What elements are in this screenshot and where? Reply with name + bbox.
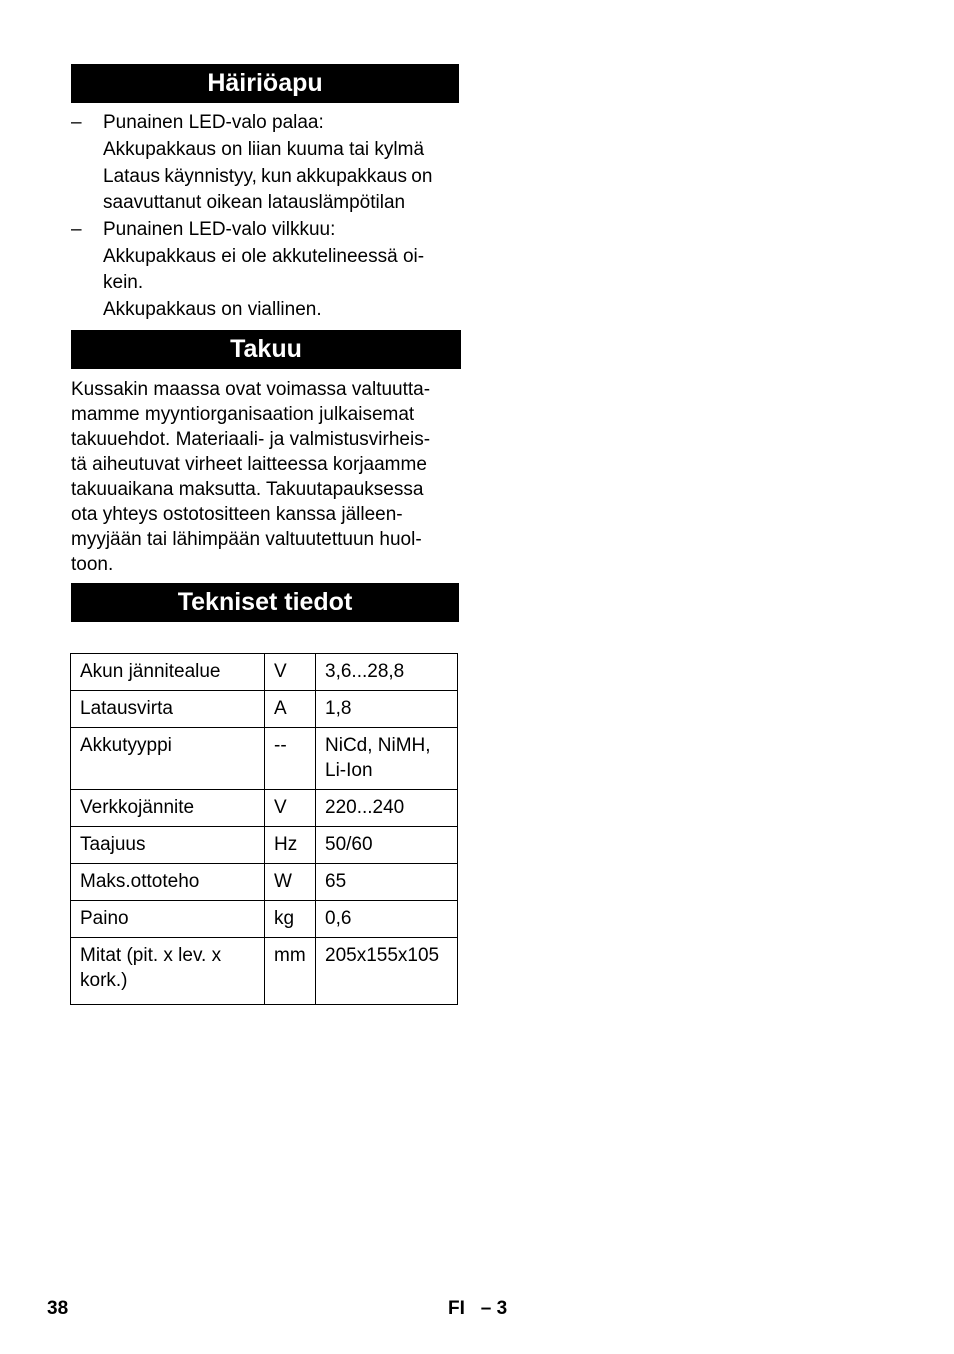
section-heading-warranty: Takuu [71, 330, 461, 369]
spec-label: Verkkojännite [71, 790, 265, 827]
list-dash: – [71, 219, 82, 240]
language-page-indicator: FI – 3 [448, 1298, 508, 1319]
spec-value: NiCd, NiMH, Li-Ion [316, 728, 458, 790]
warranty-line: tä aiheutuvat virheet laitteessa korjaamme [71, 454, 427, 475]
spec-value: 205x155x105 [316, 938, 458, 1005]
warranty-line: toon. [71, 554, 114, 575]
table-row [71, 691, 458, 728]
table-row [71, 728, 458, 790]
list-item-title: Punainen LED-valo vilkkuu: [103, 219, 336, 240]
list-item-text: Akkupakkaus on liian kuuma tai kylmä [103, 139, 425, 160]
list-dash: – [71, 112, 82, 133]
spec-unit: V [265, 654, 316, 691]
technical-data-table [70, 653, 458, 1005]
spec-unit: -- [265, 728, 316, 790]
spec-value: 65 [316, 864, 458, 901]
list-item-text: Lataus käynnistyy, kun akkupakkaus on [103, 166, 433, 187]
spec-unit: mm [265, 938, 316, 1005]
spec-unit: A [265, 691, 316, 728]
spec-unit: W [265, 864, 316, 901]
table-row [71, 901, 458, 938]
spec-label: Maks.ottoteho [71, 864, 265, 901]
warranty-line: takuuaikana maksutta. Takuutapauksessa [71, 479, 424, 500]
list-item [71, 217, 461, 322]
spec-value: 3,6...28,8 [316, 654, 458, 691]
table-row [71, 938, 458, 1005]
spec-value: 220...240 [316, 790, 458, 827]
warranty-line: Kussakin maassa ovat voimassa valtuutta- [71, 379, 431, 400]
list-item-text: kein. [103, 271, 144, 293]
list-item [71, 110, 461, 215]
warranty-line: takuuehdot. Materiaali- ja valmistusvirheis- [71, 429, 431, 450]
warranty-text [71, 377, 463, 577]
table-row [71, 654, 458, 691]
spec-value: 1,8 [316, 691, 458, 728]
warranty-line: myyjään tai lähimpään valtuutettuun huol- [71, 529, 422, 550]
warranty-line: mamme myyntiorganisaation julkaisemat [71, 404, 415, 425]
troubleshooting-list [71, 110, 461, 322]
table-row [71, 864, 458, 901]
page-number: 38 [47, 1298, 69, 1319]
spec-label: Akun jännitealue [71, 654, 265, 691]
section-heading-technical-data: Tekniset tiedot [71, 583, 459, 622]
spec-label: Taajuus [71, 827, 265, 864]
spec-value: 0,6 [316, 901, 458, 938]
section-heading-troubleshooting: Häiriöapu [71, 64, 459, 103]
list-item-text: saavuttanut oikean latauslämpötilan [103, 191, 406, 213]
spec-label: Akkutyyppi [71, 728, 265, 790]
list-item-text: Akkupakkaus ei ole akkutelineessä oi- [103, 246, 425, 267]
spec-label: Latausvirta [71, 691, 265, 728]
spec-value: 50/60 [316, 827, 458, 864]
list-item-title: Punainen LED-valo palaa: [103, 112, 324, 133]
spec-unit: V [265, 790, 316, 827]
spec-unit: Hz [265, 827, 316, 864]
table-row [71, 827, 458, 864]
table-row [71, 790, 458, 827]
spec-label: Mitat (pit. x lev. x kork.) [71, 938, 265, 1005]
spec-unit: kg [265, 901, 316, 938]
warranty-line: ota yhteys ostotositteen kanssa jälleen- [71, 504, 403, 525]
spec-label: Paino [71, 901, 265, 938]
list-item-text: Akkupakkaus on viallinen. [103, 298, 322, 320]
